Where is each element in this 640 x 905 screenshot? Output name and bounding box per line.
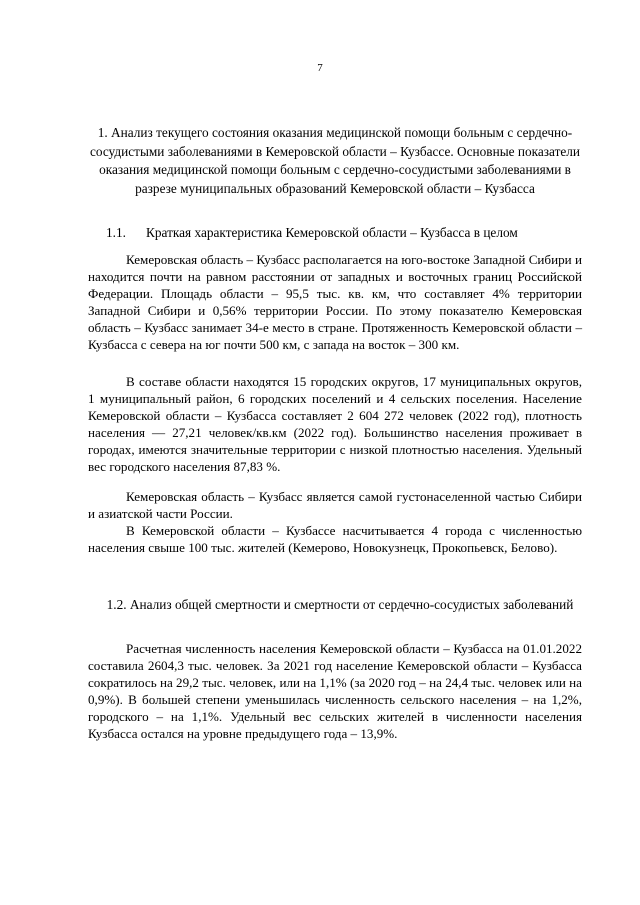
main-heading: 1. Анализ текущего состояния оказания медицинской помощи больным с сердечно-сосудистыми заболеваниями в Кемеровской области – Кузбассе. Основные показатели оказания медицинской помощи больным с сердечно-сосудистыми заболеваниями в разрезе муниципальных образований Кемеровской области – Кузбасса (89, 125, 581, 196)
paragraph-mortality-population: Расчетная численность населения Кемеровской области – Кузбасса на 01.01.2022 составила 2604,3 тыс. человек. За 2021 год население Кемеровской области – Кузбасса сократилось на 29,2 тыс. человек, или на 1,1% (за 2020 год – на 24,4 тыс. человек или на 0,9%). В большей степени уменьшилась численность сельского населения – на 1,2%, городского – на 1,1%. Удельный вес сельских жителей в численности населения Кузбасса остался на уровне предыдущего года – 13,9%. (88, 641, 582, 741)
paragraph-population: В составе области находятся 15 городских округов, 17 муниципальных округов, 1 муниципальный район, 6 городских поселений и 4 сельских поселения. Население Кемеровской области – Кузбасса составляет 2 604 272 человек (2022 год), плотность населения — 27,21 человек/кв.км (2022 год). Большинство населения проживает в городах, имеются значительные территории с низкой плотностью населения. Удельный вес городского населения 87,83 %. (88, 374, 582, 474)
section-1-1-number: 1.1. (106, 225, 126, 240)
paragraph-density: Кемеровская область – Кузбасс является самой густонаселенной частью Сибири и азиатской части России. (88, 489, 582, 521)
section-1-2-heading: 1.2. Анализ общей смертности и смертности от сердечно-сосудистых заболеваний (106, 597, 574, 612)
paragraph-cities: В Кемеровской области – Кузбассе насчитывается 4 города с численностью населения свыше 100 тыс. жителей (Кемерово, Новокузнецк, Прокопьевск, Белово). (88, 523, 582, 555)
paragraph-geography: Кемеровская область – Кузбасс располагается на юго-востоке Западной Сибири и находится почти на равном расстоянии от западных и восточных границ Российской Федерации. Площадь области – 95,5 тыс. кв. км, что составляет 4% территории Западной Сибири и 0,56% территории России. По этому показателю Кемеровская область – Кузбасс занимает 34-е место в стране. Протяженность Кемеровской области – Кузбасса с севера на юг почти 500 км, с запада на восток – 300 км. (88, 252, 582, 352)
section-1-1-heading (106, 224, 576, 241)
page-number: 7 (317, 62, 323, 74)
section-1-1-title: Краткая характеристика Кемеровской области – Кузбасса в целом (146, 225, 518, 240)
